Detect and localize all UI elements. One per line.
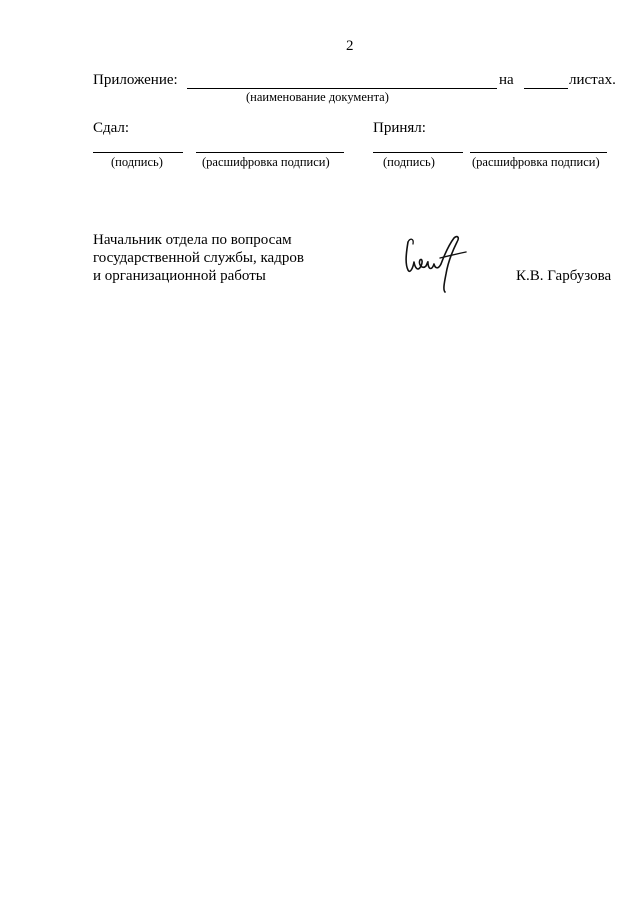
attachment-name-line	[187, 88, 497, 89]
attachment-doc-name-caption: (наименование документа)	[246, 90, 389, 104]
gave-label: Сдал:	[93, 120, 130, 136]
gave-decryption-caption: (расшифровка подписи)	[202, 155, 330, 169]
received-decryption-caption: (расшифровка подписи)	[472, 155, 600, 169]
gave-signature-caption: (подпись)	[111, 155, 163, 169]
position-line-2: государственной службы, кадров	[93, 250, 304, 266]
gave-decryption-line	[196, 152, 344, 153]
attachment-sheets-text: листах.	[569, 72, 616, 88]
received-decryption-line	[470, 152, 607, 153]
attachment-on-text: на	[499, 72, 514, 88]
received-signature-line	[373, 152, 463, 153]
received-signature-caption: (подпись)	[383, 155, 435, 169]
signatory-name: К.В. Гарбузова	[516, 268, 612, 284]
attachment-sheets-line	[524, 88, 568, 89]
gave-signature-line	[93, 152, 183, 153]
received-label: Принял:	[373, 120, 426, 136]
position-line-1: Начальник отдела по вопросам	[93, 232, 292, 248]
attachment-label: Приложение:	[93, 72, 178, 88]
position-line-3: и организационной работы	[93, 268, 266, 284]
handwritten-signature	[400, 228, 472, 296]
page-number: 2	[346, 38, 354, 54]
